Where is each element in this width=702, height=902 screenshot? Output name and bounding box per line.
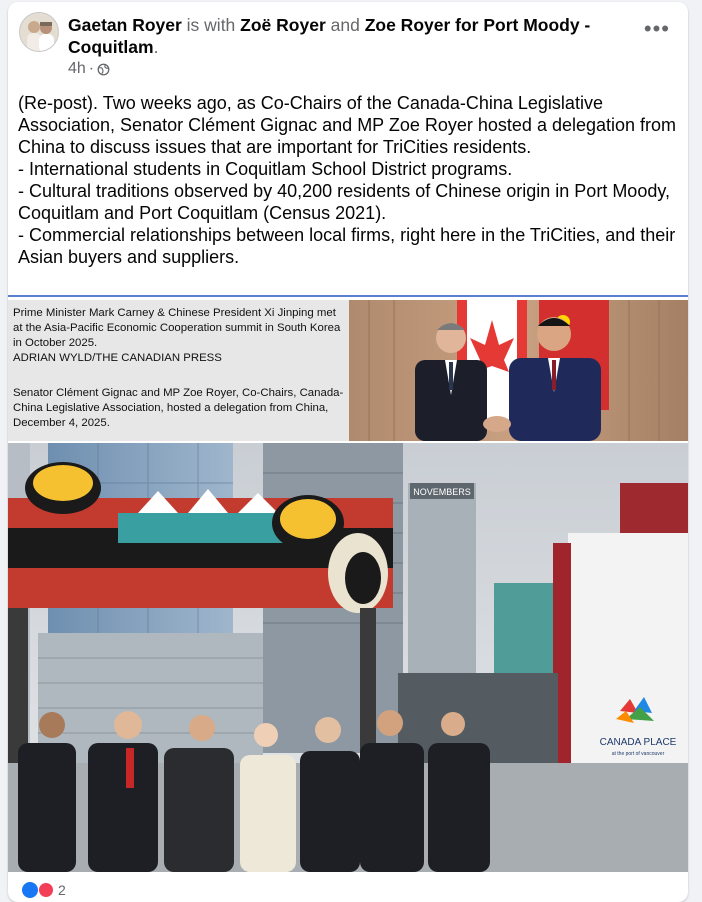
- post-text: [18, 92, 683, 268]
- reactions-summary[interactable]: [22, 882, 66, 898]
- post-card: [8, 2, 688, 902]
- caption-credit: ADRIAN WYLD/THE CANADIAN PRESS: [13, 352, 222, 364]
- globe-icon[interactable]: [97, 63, 110, 76]
- post-paragraph: - Cultural traditions observed by 40,200 residents of Chinese origin in Port Moody, Coquitlam and Port Coquitlam (Census 2021).: [18, 181, 671, 223]
- tagged-user-1[interactable]: Zoë Royer: [240, 15, 326, 35]
- with-text: is with: [186, 15, 236, 35]
- post-header: [8, 2, 688, 86]
- author-line: [68, 14, 628, 58]
- post-paragraph: - International students in Coquitlam School District programs.: [18, 159, 513, 179]
- canada-place-sign: CANADA PLACE: [599, 737, 677, 748]
- canada-place-sub: at the port of vancouver: [611, 751, 665, 757]
- image-caption-panel: [8, 300, 349, 441]
- more-options-icon[interactable]: •••: [643, 16, 670, 41]
- love-reaction-icon: [38, 882, 54, 898]
- tagged-page-2[interactable]: Zoe Royer for Port Moody - Coquitlam: [68, 15, 591, 57]
- post-paragraph: - Commercial relationships between local firms, right here in the TriCities, and their Asian buyers and suppliers.: [18, 225, 676, 267]
- building-sign-text: NOVEMBERS: [413, 487, 471, 497]
- delegation-group-photo: [8, 443, 688, 872]
- post-image[interactable]: [8, 300, 688, 872]
- caption-apec: Prime Minister Mark Carney & Chinese President Xi Jinping met at the Asia-Pacific Economic Cooperation summit in South Korea in October 2025.: [13, 307, 341, 349]
- post-paragraph: (Re-post). Two weeks ago, as Co-Chairs of the Canada-China Legislative Association, Senator Clément Gignac and MP Zoe Royer hosted a delegation from China to discuss issues that are important for TriCities residents.: [18, 93, 677, 157]
- handshake-photo: [349, 300, 688, 441]
- post-time[interactable]: 4h: [68, 60, 86, 77]
- media-divider: [8, 295, 688, 297]
- and-text: and: [330, 15, 360, 35]
- avatar-image: [20, 13, 59, 52]
- meta-dot: ·: [88, 60, 95, 77]
- post-meta: [68, 60, 110, 78]
- reaction-count: 2: [58, 882, 66, 898]
- caption-delegation: Senator Clément Gignac and MP Zoe Royer, Co-Chairs, Canada-China Legislative Association, hosted a delegation from China, December 4, 2025.: [13, 387, 344, 429]
- like-reaction-icon: [22, 882, 38, 898]
- period: .: [153, 37, 159, 57]
- author-avatar[interactable]: [19, 12, 59, 52]
- author-name[interactable]: Gaetan Royer: [68, 15, 182, 35]
